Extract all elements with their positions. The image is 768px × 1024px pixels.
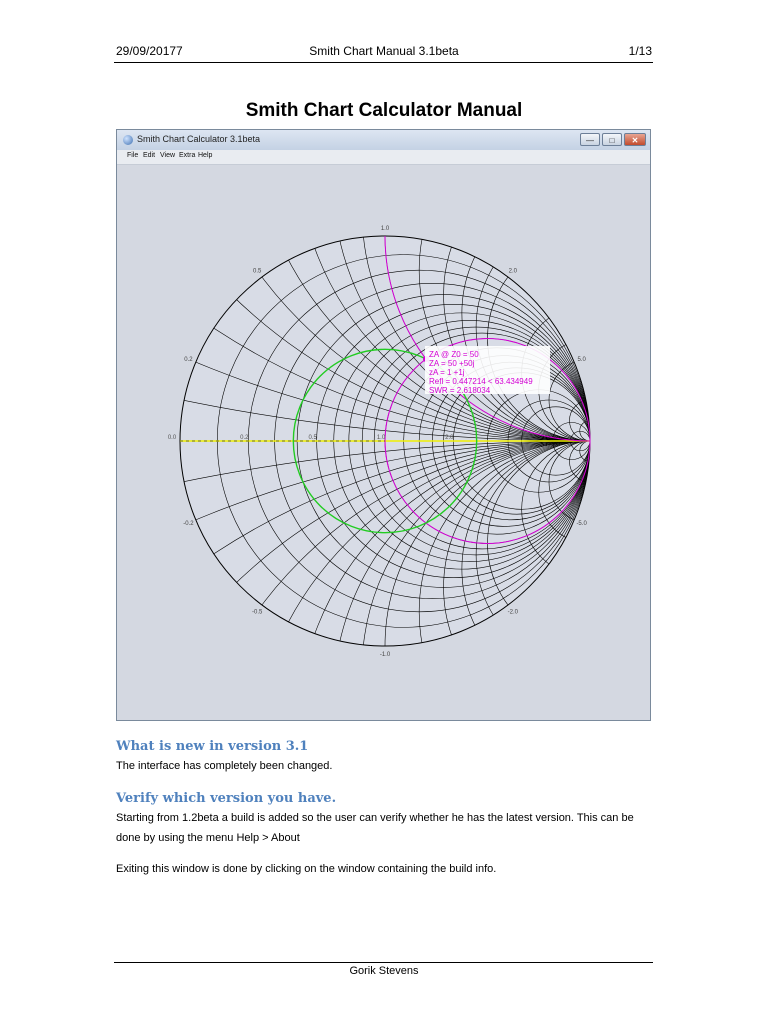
info-line: zA = 1 +1j — [429, 368, 465, 377]
footer-author: Gorik Stevens — [349, 965, 419, 977]
section-paragraph: Exiting this window is done by clicking on the window containing the build info. — [116, 863, 497, 875]
info-line: ZA = 50 +50j — [429, 359, 475, 368]
footer-rule — [114, 962, 653, 963]
axis-label: 2.0 — [445, 435, 454, 441]
header-doc-title: Smith Chart Manual 3.1beta — [309, 44, 459, 58]
scale-label: -0.5 — [252, 609, 263, 616]
menu-edit[interactable]: Edit — [143, 152, 156, 159]
scale-label: -2.0 — [507, 609, 518, 616]
axis-label: 0.0 — [167, 435, 177, 441]
menu-bar — [117, 150, 650, 165]
close-button[interactable]: ✕ — [624, 133, 646, 146]
minimize-button[interactable]: — — [580, 133, 600, 146]
header-page-number: 1/13 — [628, 44, 652, 58]
scale-label: 1.0 — [380, 226, 390, 232]
info-line: ZA @ Z0 = 50 — [429, 350, 479, 359]
app-icon — [123, 135, 133, 145]
scale-label: -1.0 — [379, 652, 391, 658]
section-paragraph: Starting from 1.2beta a build is added so the user can verify whether he has the latest version. This can be done by using the menu Help > About — [116, 812, 634, 844]
scale-label: 5.0 — [577, 357, 586, 364]
menu-file[interactable]: File — [127, 152, 139, 159]
menu-help[interactable]: Help — [198, 152, 213, 159]
window-title: Smith Chart Calculator 3.1beta — [137, 134, 261, 144]
header-rule — [114, 62, 653, 63]
maximize-button[interactable]: □ — [602, 133, 622, 146]
menu-view[interactable]: View — [160, 152, 176, 159]
section-heading-verify-version: Verify which version you have. — [116, 791, 337, 806]
menu-extra[interactable]: Extra — [179, 152, 196, 159]
header-date: 29/09/20177 — [116, 44, 183, 58]
axis-label: 1.0 — [376, 435, 386, 441]
scale-label: 0.5 — [253, 268, 262, 275]
axis-label: 0.2 — [240, 435, 249, 441]
axis-label: 0.5 — [308, 435, 317, 441]
info-line: Refl = 0.447214 < 63.434949 — [429, 377, 533, 386]
scale-label: 2.0 — [508, 268, 517, 275]
scale-label: -0.2 — [183, 520, 194, 527]
scale-label: -5.0 — [576, 520, 587, 527]
scale-label: 0.2 — [184, 357, 193, 364]
info-line: SWR = 2.618034 — [429, 386, 491, 395]
page-title: Smith Chart Calculator Manual — [245, 100, 523, 121]
app-window-screenshot — [116, 129, 651, 721]
window-titlebar[interactable] — [117, 130, 650, 150]
smith-chart[interactable] — [117, 165, 650, 720]
section-heading-whats-new: What is new in version 3.1 — [116, 739, 309, 754]
section-paragraph: The interface has completely been changed. — [116, 760, 333, 772]
